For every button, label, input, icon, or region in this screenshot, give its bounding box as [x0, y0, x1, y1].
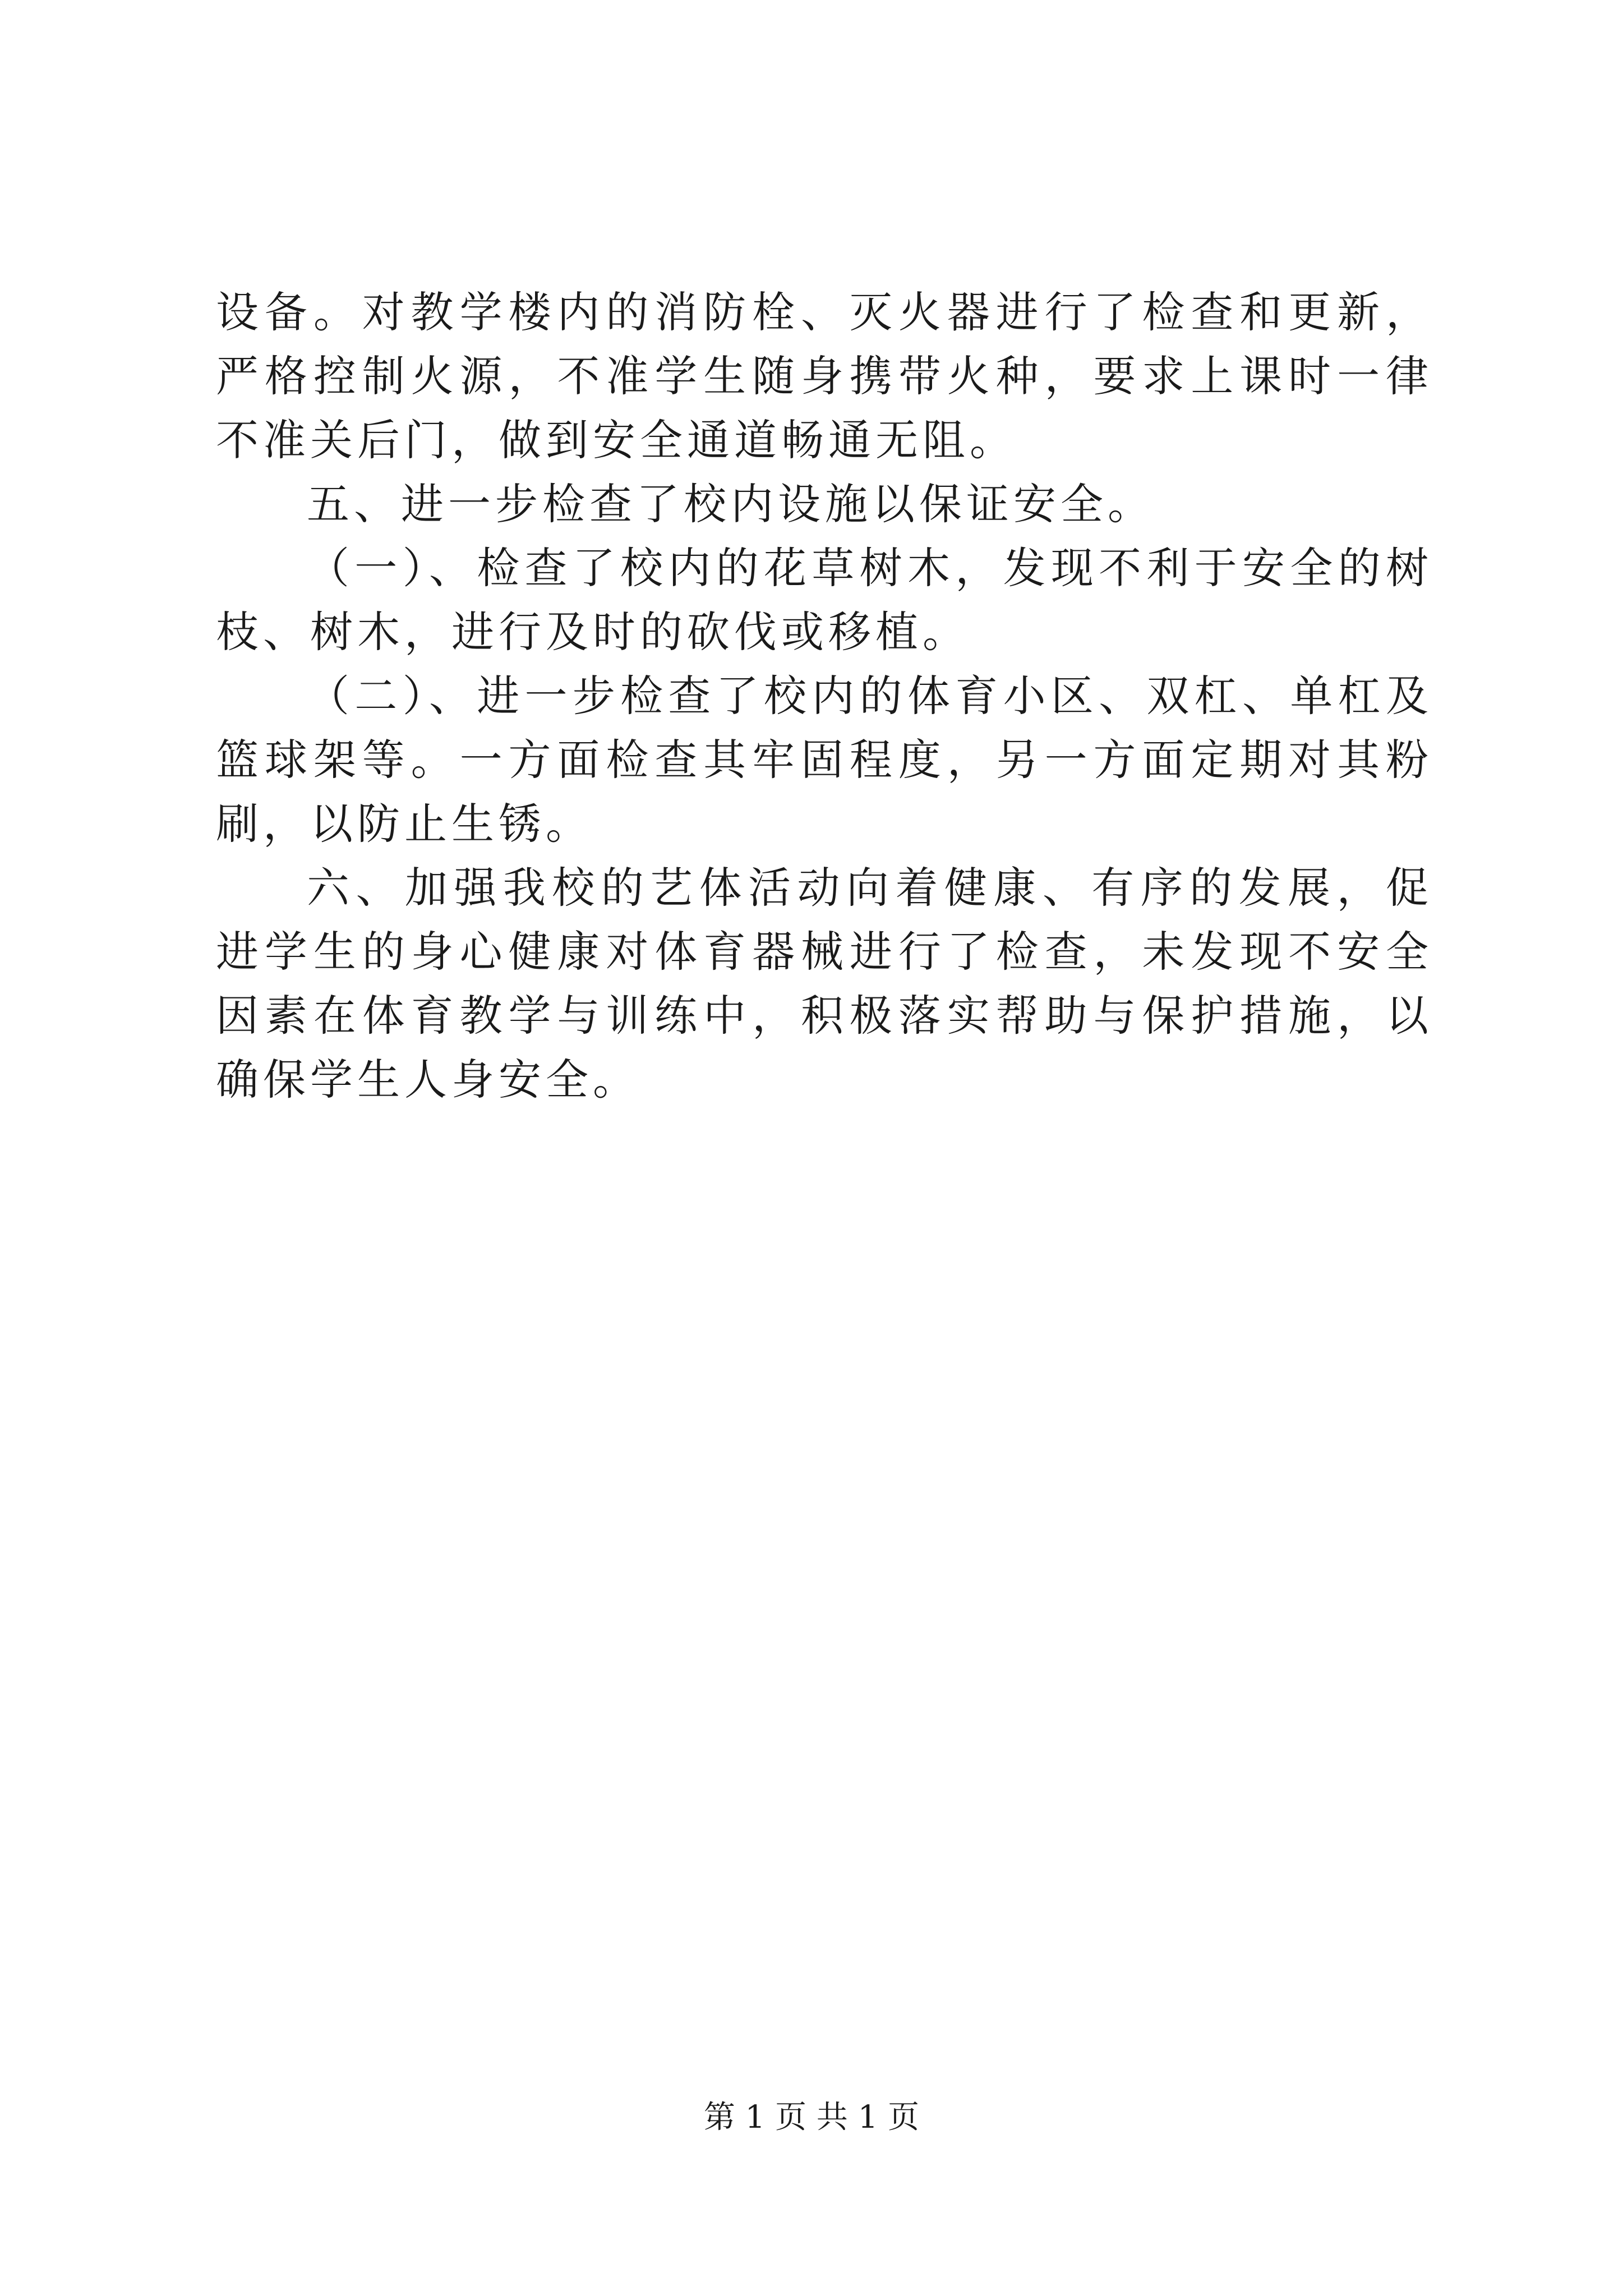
document-body	[216, 280, 1433, 1112]
page-footer: 第 1 页 共 1 页	[703, 2099, 920, 2136]
paragraph-item-two: （二）、进一步检查了校内的体育小区、双杠、单杠及篮球架等。一方面检查其牢固程度，另一方面定期对其粉刷，以防止生锈。	[216, 671, 1433, 849]
paragraph-continuation: 设备。对教学楼内的消防栓、灭火器进行了检查和更新，严格控制火源，不准学生随身携带火种，要求上课时一律不准关后门，做到安全通道畅通无阻。	[216, 287, 1433, 465]
paragraph-section-five: 五、进一步检查了校内设施以保证安全。	[307, 479, 1155, 529]
paragraph-item-one: （一）、检查了校内的花草树木，发现不利于安全的树枝、树木，进行及时的砍伐或移植。	[216, 543, 1433, 657]
paragraph-section-six: 六、加强我校的艺体活动向着健康、有序的发展，促进学生的身心健康对体育器械进行了检查，未发现不安全因素在体育教学与训练中，积极落实帮助与保护措施，以确保学生人身安全。	[216, 863, 1433, 1105]
